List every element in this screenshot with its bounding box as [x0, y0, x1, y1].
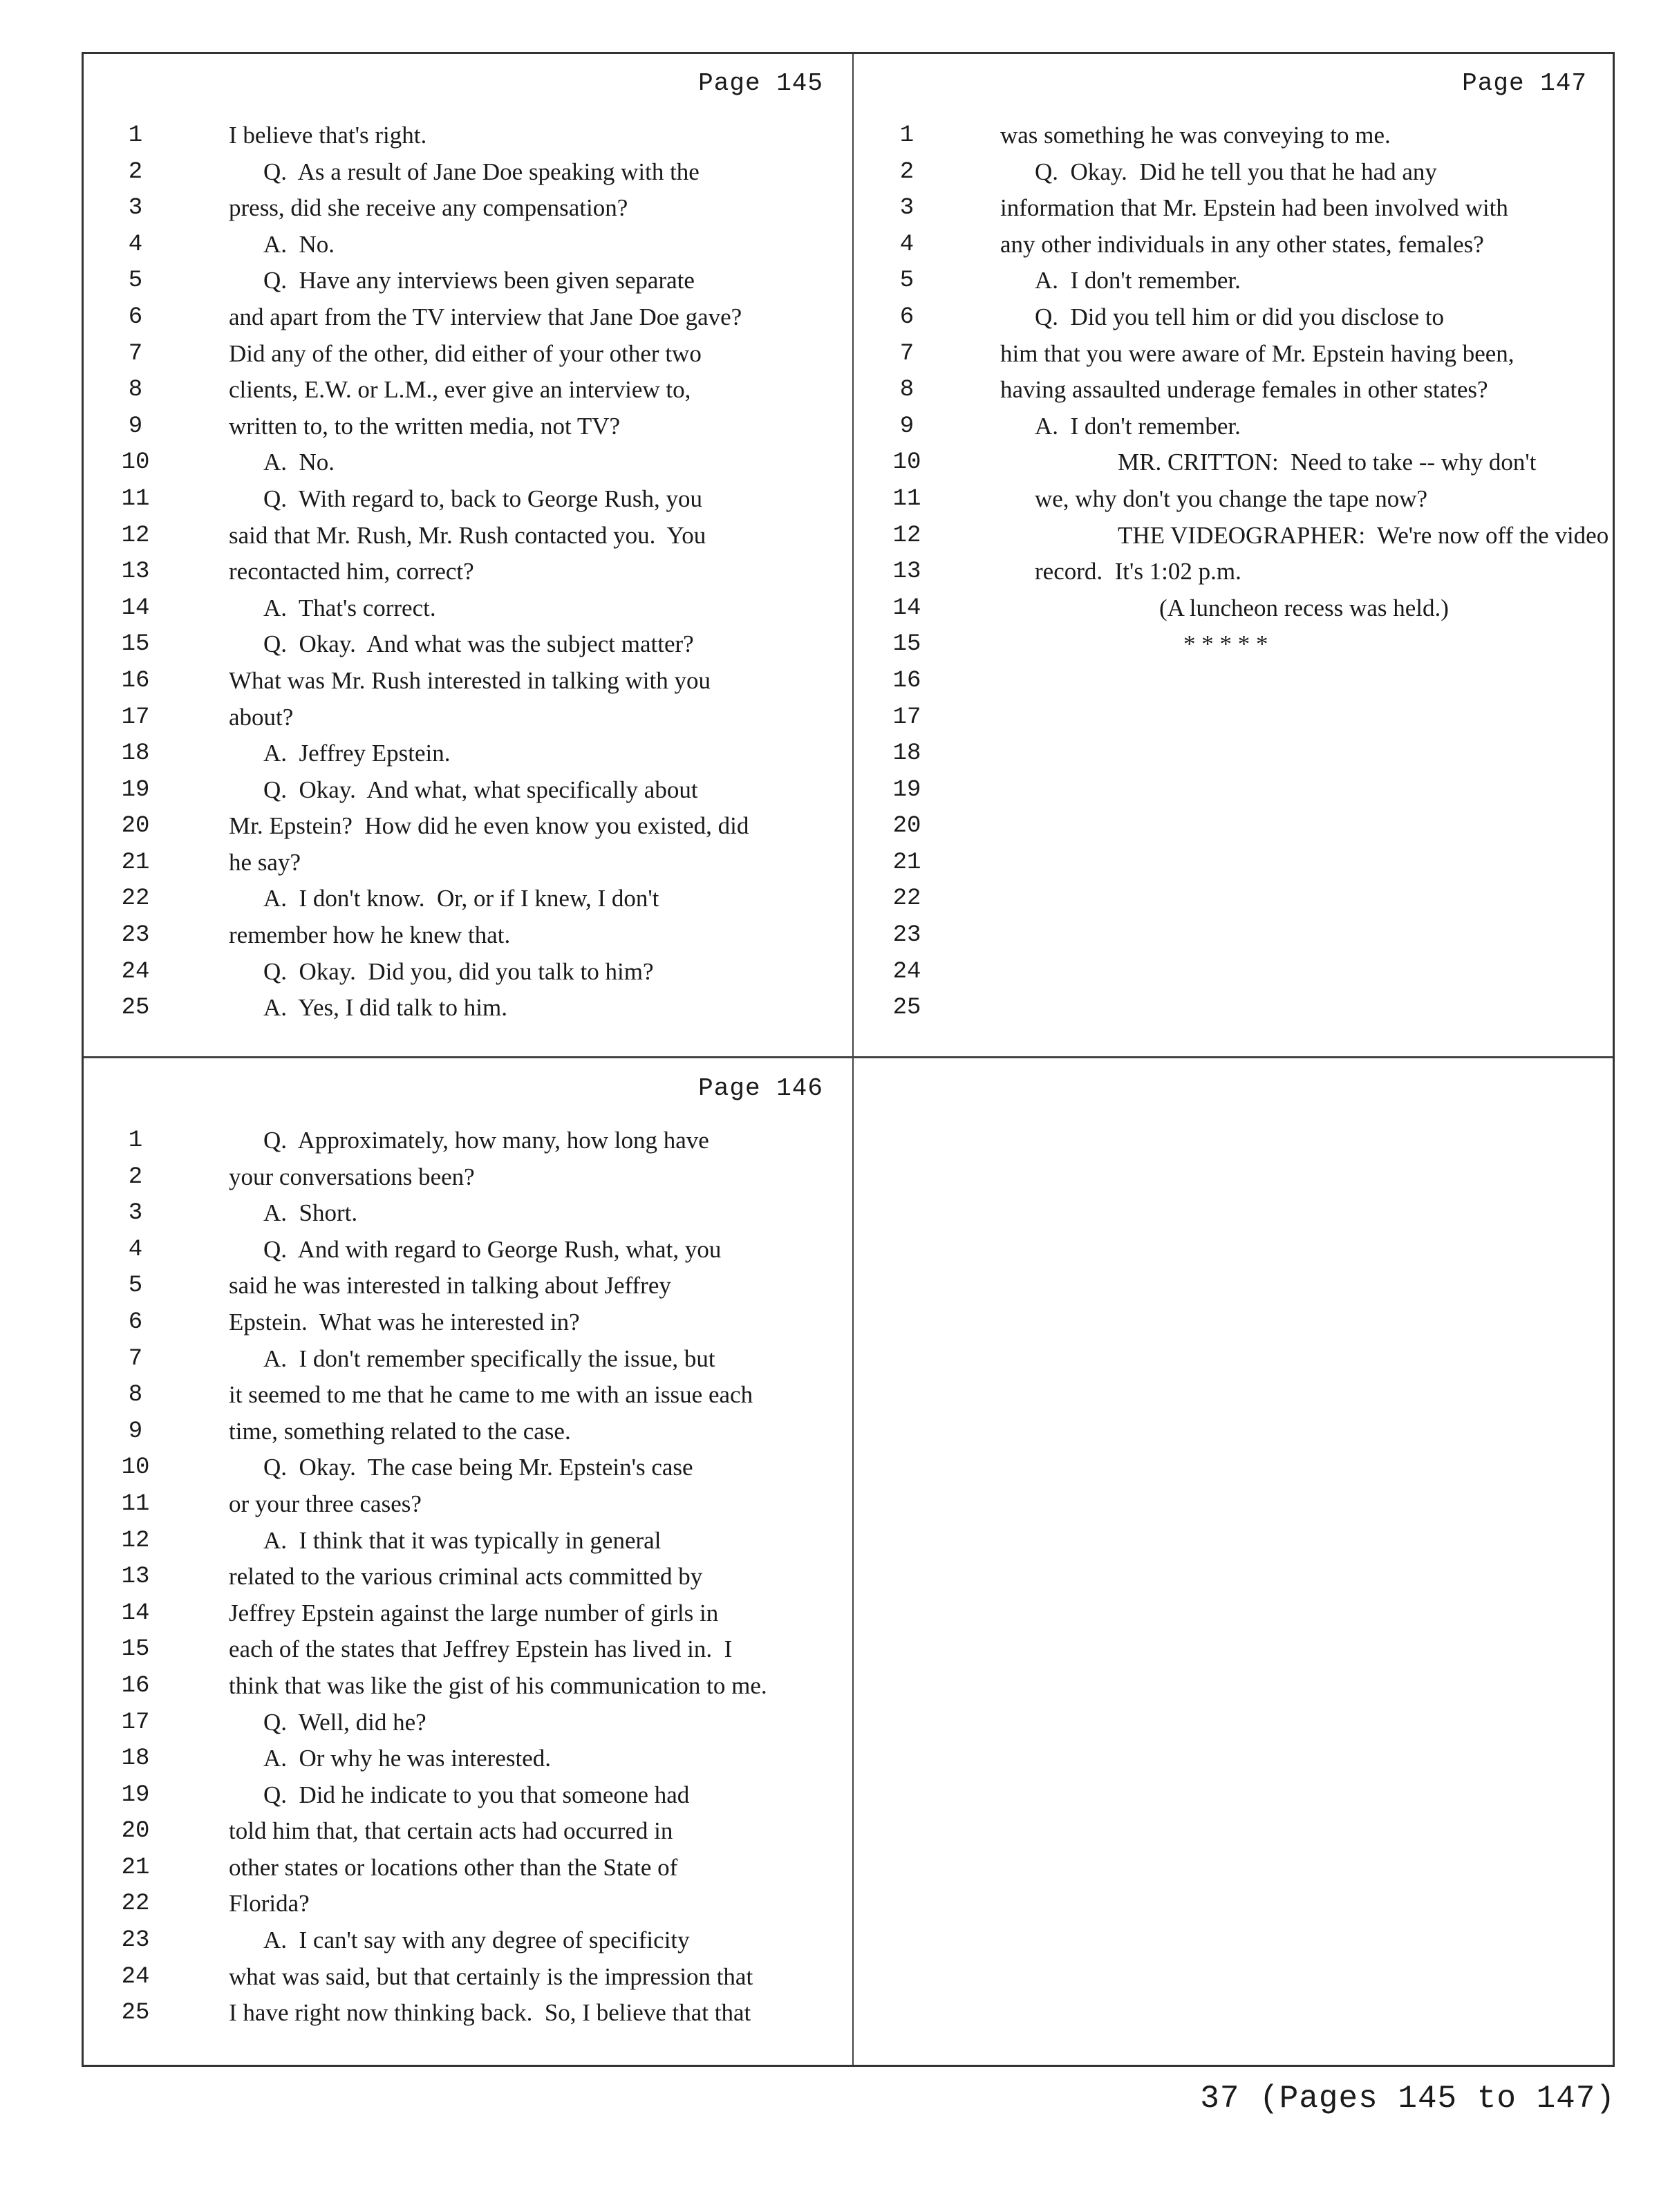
line-text: (A luncheon recess was held.) — [1159, 594, 1449, 621]
line-number: 14 — [892, 594, 921, 621]
row-divider — [84, 1056, 1613, 1058]
transcript-line — [855, 626, 1615, 663]
line-number: 11 — [892, 485, 921, 512]
line-number: 23 — [892, 922, 921, 949]
page-panel-145 — [84, 54, 851, 1055]
transcript-line — [855, 917, 1615, 954]
line-number: 18 — [121, 740, 150, 767]
line-number: 20 — [121, 1818, 150, 1845]
line-text: Q. Did he indicate to you that someone had — [263, 1781, 690, 1808]
transcript-line — [855, 118, 1615, 154]
line-text: clients, E.W. or L.M., ever give an interview to, — [229, 376, 691, 404]
line-text: Q. Well, did he? — [263, 1708, 426, 1736]
line-text: A. I don't know. Or, or if I knew, I don't — [263, 885, 659, 912]
transcript-line — [855, 735, 1615, 772]
transcript-line — [84, 1450, 851, 1486]
line-number: 17 — [121, 704, 150, 731]
line-text: him that you were aware of Mr. Epstein having been, — [1000, 339, 1514, 367]
line-text: and apart from the TV interview that Jane Doe gave? — [229, 303, 742, 330]
line-text: he say? — [229, 848, 301, 876]
line-number: 17 — [121, 1709, 150, 1736]
line-number: 16 — [121, 1672, 150, 1699]
line-number: 11 — [121, 485, 150, 512]
line-text: having assaulted underage females in other states? — [1000, 376, 1488, 404]
line-number: 5 — [128, 268, 143, 294]
page-label: Page 145 — [698, 69, 823, 97]
line-number: 23 — [121, 922, 150, 949]
line-text: Q. Did you tell him or did you disclose to — [1035, 303, 1445, 330]
transcript-line — [84, 1559, 851, 1595]
line-text: Epstein. What was he interested in? — [229, 1308, 580, 1335]
line-number: 8 — [128, 377, 143, 404]
line-text: or your three cases? — [229, 1490, 422, 1517]
line-number: 4 — [128, 1236, 143, 1263]
line-text: A. I don't remember. — [1035, 412, 1241, 440]
transcript-line — [84, 299, 851, 336]
transcript-line — [84, 845, 851, 881]
transcript-line — [84, 1668, 851, 1705]
line-number: 10 — [121, 1454, 150, 1481]
line-number: 19 — [892, 776, 921, 803]
transcript-line — [84, 735, 851, 772]
transcript-line — [84, 1159, 851, 1196]
line-text: Q. Okay. The case being Mr. Epstein's case — [263, 1454, 693, 1481]
line-number: 1 — [128, 1127, 143, 1154]
line-text: A. I don't remember specifically the issue, but — [263, 1344, 715, 1372]
line-text: written to, to the written media, not TV? — [229, 412, 621, 440]
line-text: Q. Okay. And what was the subject matter? — [263, 630, 694, 658]
transcript-line — [84, 1341, 851, 1378]
transcript-line — [855, 409, 1615, 445]
line-number: 10 — [892, 449, 921, 476]
transcript-line — [84, 1922, 851, 1959]
transcript-line — [855, 772, 1615, 809]
line-text: your conversations been? — [229, 1163, 475, 1190]
line-number: 17 — [892, 704, 921, 731]
line-text: record. It's 1:02 p.m. — [1035, 558, 1241, 585]
line-text: what was said, but that certainly is the impression that — [229, 1962, 753, 1990]
transcript-line — [84, 590, 851, 627]
line-text: recontacted him, correct? — [229, 558, 474, 585]
transcript-line — [855, 481, 1615, 518]
transcript-line — [84, 336, 851, 373]
line-number: 25 — [892, 995, 921, 1022]
transcript-line — [855, 154, 1615, 191]
line-number: 12 — [892, 522, 921, 549]
transcript-line — [84, 1377, 851, 1414]
line-number: 19 — [121, 776, 150, 803]
line-text: other states or locations other than the State of — [229, 1853, 678, 1881]
page-label: Page 147 — [1462, 69, 1587, 97]
line-text: Did any of the other, did either of your other two — [229, 339, 702, 367]
line-text: Q. Have any interviews been given separate — [263, 267, 695, 294]
line-number: 9 — [899, 413, 914, 440]
transcript-line — [84, 154, 851, 191]
transcript-line — [84, 881, 851, 917]
line-number: 21 — [892, 849, 921, 876]
transcript-line — [84, 1414, 851, 1450]
line-number: 6 — [899, 303, 914, 330]
transcript-line — [84, 1486, 851, 1523]
transcript-line — [84, 1959, 851, 1996]
line-number: 16 — [892, 667, 921, 694]
transcript-line — [855, 808, 1615, 845]
line-text: we, why don't you change the tape now? — [1035, 485, 1428, 512]
line-number: 7 — [128, 1345, 143, 1372]
transcript-line — [84, 1195, 851, 1232]
line-number: 2 — [899, 158, 914, 185]
transcript-line — [84, 1523, 851, 1559]
transcript-line — [84, 772, 851, 809]
transcript-line — [84, 1886, 851, 1922]
line-text: any other individuals in any other states, females? — [1000, 230, 1484, 258]
line-text: A. Short. — [263, 1199, 358, 1227]
empty-panel — [855, 1059, 1615, 2067]
transcript-line — [855, 954, 1615, 991]
line-text: A. No. — [263, 449, 335, 476]
line-number: 7 — [128, 340, 143, 367]
line-number: 15 — [121, 631, 150, 658]
line-number: 18 — [892, 740, 921, 767]
line-number: 13 — [892, 559, 921, 585]
transcript-line — [84, 1850, 851, 1886]
line-number: 24 — [892, 958, 921, 985]
line-number: 22 — [121, 885, 150, 912]
line-number: 9 — [128, 1418, 143, 1445]
transcript-line — [855, 881, 1615, 917]
transcript-lines — [84, 118, 851, 1027]
line-number: 18 — [121, 1745, 150, 1772]
line-number: 20 — [121, 813, 150, 840]
line-number: 3 — [899, 195, 914, 222]
line-text: A. I don't remember. — [1035, 267, 1241, 294]
line-number: 15 — [892, 631, 921, 658]
transcript-line — [84, 1123, 851, 1159]
line-number: 7 — [899, 340, 914, 367]
transcript-line — [84, 626, 851, 663]
line-text: A. Jeffrey Epstein. — [263, 740, 451, 767]
line-number: 2 — [128, 1163, 143, 1190]
transcript-line — [855, 990, 1615, 1027]
line-text: Q. With regard to, back to George Rush, you — [263, 485, 702, 512]
transcript-line — [84, 700, 851, 736]
transcript-sheet — [82, 52, 1615, 2067]
line-number: 20 — [892, 813, 921, 840]
line-number: 22 — [121, 1891, 150, 1918]
transcript-line — [84, 554, 851, 590]
line-number: 24 — [121, 1963, 150, 1990]
line-text: said he was interested in talking about Jeffrey — [229, 1272, 671, 1300]
transcript-line — [84, 1304, 851, 1341]
line-text: about? — [229, 703, 294, 731]
line-text: A. Yes, I did talk to him. — [263, 994, 507, 1022]
transcript-line — [84, 190, 851, 227]
transcript-line — [84, 1268, 851, 1304]
line-number: 12 — [121, 1527, 150, 1554]
line-text: time, something related to the case. — [229, 1417, 571, 1445]
line-text: Q. Okay. And what, what specifically about — [263, 776, 698, 803]
line-number: 10 — [121, 449, 150, 476]
transcript-line — [84, 1741, 851, 1777]
transcript-line — [855, 700, 1615, 736]
line-number: 15 — [121, 1636, 150, 1663]
transcript-line — [84, 263, 851, 299]
transcript-line — [84, 1232, 851, 1268]
transcript-line — [84, 663, 851, 700]
line-number: 3 — [128, 195, 143, 222]
line-text: A. Or why he was interested. — [263, 1745, 552, 1772]
transcript-line — [84, 1705, 851, 1741]
line-number: 6 — [128, 303, 143, 330]
transcript-line — [855, 663, 1615, 700]
line-text: it seemed to me that he came to me with an issue each — [229, 1381, 753, 1409]
transcript-line — [84, 808, 851, 845]
line-text: think that was like the gist of his communication to me. — [229, 1671, 767, 1699]
transcript-lines — [84, 1123, 851, 2032]
line-number: 8 — [128, 1382, 143, 1409]
transcript-line — [84, 518, 851, 554]
line-text: Q. Okay. Did you, did you talk to him? — [263, 957, 654, 985]
line-number: 12 — [121, 522, 150, 549]
line-number: 14 — [121, 1600, 150, 1627]
line-number: 4 — [899, 231, 914, 258]
transcript-line — [84, 372, 851, 409]
transcript-line — [855, 554, 1615, 590]
line-text: Jeffrey Epstein against the large number of girls in — [229, 1599, 719, 1627]
transcript-lines — [855, 118, 1615, 1027]
page-panel-146 — [84, 1059, 851, 2067]
line-text: remember how he knew that. — [229, 921, 511, 949]
line-number: 13 — [121, 1564, 150, 1591]
transcript-line — [84, 1813, 851, 1850]
transcript-line — [84, 1995, 851, 2032]
transcript-line — [84, 444, 851, 481]
transcript-line — [855, 336, 1615, 373]
line-number: 6 — [128, 1309, 143, 1335]
column-divider — [852, 54, 854, 2065]
transcript-line — [855, 444, 1615, 481]
line-number: 14 — [121, 594, 150, 621]
line-text: A. No. — [263, 230, 335, 258]
line-text: What was Mr. Rush interested in talking with you — [229, 666, 711, 694]
transcript-line — [855, 263, 1615, 299]
line-number: 22 — [892, 885, 921, 912]
line-text: * * * * * — [1183, 630, 1268, 658]
transcript-line — [855, 372, 1615, 409]
line-text: information that Mr. Epstein had been involved with — [1000, 194, 1508, 222]
line-text: I have right now thinking back. So, I believe that that — [229, 1999, 751, 2027]
transcript-line — [855, 299, 1615, 336]
line-number: 19 — [121, 1781, 150, 1808]
transcript-line — [84, 1777, 851, 1814]
transcript-line — [84, 227, 851, 263]
transcript-line — [84, 1595, 851, 1632]
line-number: 5 — [128, 1273, 143, 1300]
line-number: 1 — [128, 122, 143, 149]
line-number: 25 — [121, 995, 150, 1022]
line-number: 25 — [121, 2000, 150, 2027]
line-text: each of the states that Jeffrey Epstein has lived in. I — [229, 1635, 733, 1663]
line-text: told him that, that certain acts had occurred in — [229, 1817, 673, 1845]
transcript-line — [855, 845, 1615, 881]
line-number: 24 — [121, 958, 150, 985]
transcript-line — [84, 1631, 851, 1668]
line-number: 8 — [899, 377, 914, 404]
line-text: I believe that's right. — [229, 122, 427, 149]
page-footer: 37 (Pages 145 to 147) — [1200, 2081, 1615, 2117]
transcript-line — [84, 409, 851, 445]
line-text: Q. Approximately, how many, how long have — [263, 1127, 709, 1154]
line-number: 11 — [121, 1490, 150, 1517]
page-panel-147 — [855, 54, 1615, 1055]
transcript-line — [855, 518, 1615, 554]
line-number: 21 — [121, 1854, 150, 1881]
line-text: MR. CRITTON: Need to take -- why don't — [1118, 449, 1537, 476]
line-number: 5 — [899, 268, 914, 294]
transcript-line — [855, 190, 1615, 227]
line-text: Florida? — [229, 1890, 310, 1918]
line-number: 2 — [128, 158, 143, 185]
line-number: 16 — [121, 667, 150, 694]
transcript-line — [84, 917, 851, 954]
line-text: Q. Okay. Did he tell you that he had any — [1035, 158, 1437, 185]
line-text: was something he was conveying to me. — [1000, 122, 1391, 149]
line-number: 21 — [121, 849, 150, 876]
line-number: 1 — [899, 122, 914, 149]
page-label: Page 146 — [698, 1074, 823, 1103]
transcript-line — [84, 481, 851, 518]
transcript-line — [84, 954, 851, 991]
line-number: 9 — [128, 413, 143, 440]
line-text: Q. As a result of Jane Doe speaking with the — [263, 158, 700, 185]
transcript-line — [84, 990, 851, 1027]
line-number: 3 — [128, 1200, 143, 1227]
transcript-line — [84, 118, 851, 154]
line-text: related to the various criminal acts committed by — [229, 1563, 703, 1591]
line-text: A. I can't say with any degree of specificity — [263, 1927, 690, 1954]
transcript-line — [855, 227, 1615, 263]
line-text: press, did she receive any compensation? — [229, 194, 628, 222]
line-text: THE VIDEOGRAPHER: We're now off the video — [1118, 521, 1609, 549]
line-number: 23 — [121, 1927, 150, 1954]
line-text: Q. And with regard to George Rush, what, you — [263, 1235, 722, 1263]
line-text: Mr. Epstein? How did he even know you existed, did — [229, 812, 749, 840]
line-number: 13 — [121, 559, 150, 585]
line-text: said that Mr. Rush, Mr. Rush contacted you. You — [229, 521, 706, 549]
line-number: 4 — [128, 231, 143, 258]
line-text: A. I think that it was typically in general — [263, 1526, 662, 1554]
transcript-line — [855, 590, 1615, 627]
line-text: A. That's correct. — [263, 594, 436, 621]
